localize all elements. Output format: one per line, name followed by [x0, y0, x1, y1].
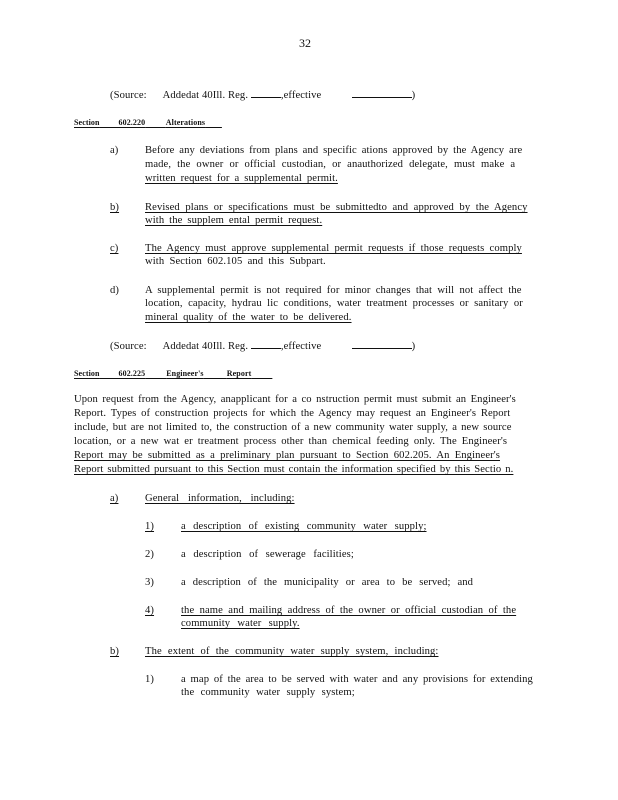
blank-line	[251, 339, 281, 349]
source-prefix: (Source:	[110, 90, 147, 101]
paragraph-line: location, or a new wat er treatment process other than chemical feeding only. The Engineer's	[74, 436, 508, 447]
source-effective: ,effective	[280, 341, 322, 352]
source-citation: Addedat 40Ill. Reg.	[162, 341, 249, 352]
subitem-line: community water supply.	[181, 618, 300, 629]
subitem-line: a map of the area to be served with water and any provisions for extending	[181, 674, 533, 685]
paragraph-line: Report. Types of construction projects for which the Agency may request an Engineer's Report	[74, 408, 511, 419]
paragraph-line: Report submitted pursuant to this Section must contain the information specified by this Sectio n.	[74, 464, 514, 475]
source-prefix: (Source:	[110, 341, 147, 352]
item-heading: General information, including:	[145, 493, 295, 504]
item-line: The Agency must approve supplemental permit requests if those requests comply	[145, 243, 522, 254]
item-label: a)	[110, 145, 119, 156]
source-close: )	[411, 90, 416, 101]
section-heading	[74, 118, 222, 127]
item-label: b)	[110, 646, 120, 657]
subitem-label: 1)	[145, 674, 155, 685]
blank-line	[352, 339, 412, 349]
subitem-label: 4)	[145, 605, 155, 616]
subitem-label: 3)	[145, 577, 155, 588]
subitem-line: the community water supply system;	[181, 687, 355, 698]
subitem-label: 1)	[145, 521, 155, 532]
blank-line	[251, 88, 281, 98]
item-label: c)	[110, 243, 119, 254]
item-label: a)	[110, 493, 119, 504]
item-line: with Section 602.105 and this Subpart.	[145, 256, 326, 267]
item-heading: The extent of the community water supply system, including:	[145, 646, 439, 657]
item-label: d)	[110, 285, 120, 296]
paragraph-line: include, but are not limited to, the construction of a new community water supply, a new source	[74, 422, 512, 433]
item-line: mineral quality of the water to be delivered.	[145, 312, 352, 323]
section-title: Report	[226, 369, 252, 378]
source-citation: Addedat 40Ill. Reg.	[162, 90, 249, 101]
source-note	[110, 339, 415, 354]
source-close: )	[411, 341, 416, 352]
subitem-line: a description of the municipality or area to be served; and	[181, 577, 474, 588]
section-title: Engineer's	[166, 369, 204, 378]
item-line: with the supplem ental permit request.	[145, 215, 323, 226]
item-label: b)	[110, 202, 120, 213]
paragraph-line: Report may be submitted as a preliminary plan pursuant to Section 602.205. An Engineer's	[74, 450, 500, 461]
subitem-line: a description of existing community water supply;	[181, 521, 427, 532]
section-label: Section	[74, 369, 100, 378]
subitem-line: the name and mailing address of the owner or official custodian of the	[181, 605, 517, 616]
paragraph-line: Upon request from the Agency, anapplicant for a co nstruction permit must submit an Engineer's	[74, 394, 516, 405]
section-number: 602.225	[118, 369, 146, 378]
subitem-label: 2)	[145, 549, 155, 560]
item-line: Before any deviations from plans and specific ations approved by the Agency are	[145, 145, 523, 156]
page-number: 32	[299, 36, 311, 50]
item-line: Revised plans or specifications must be submittedto and approved by the Agency	[145, 202, 528, 213]
blank-line	[352, 88, 412, 98]
item-line: made, the owner or official custodian, or anauthorized delegate, must make a	[145, 159, 516, 170]
section-label: Section	[74, 118, 100, 127]
item-line: location, capacity, hydrau lic conditions, water treatment processes or sanitary or	[145, 298, 523, 309]
section-number: 602.220	[118, 118, 146, 127]
subitem-line: a description of sewerage facilities;	[181, 549, 354, 560]
section-title: Alterations	[165, 118, 206, 127]
source-effective: ,effective	[280, 90, 322, 101]
item-line: A supplemental permit is not required for minor changes that will not affect the	[145, 285, 522, 296]
item-line: written request for a supplemental permit.	[145, 173, 338, 184]
source-note	[110, 88, 415, 103]
section-heading	[74, 369, 272, 378]
